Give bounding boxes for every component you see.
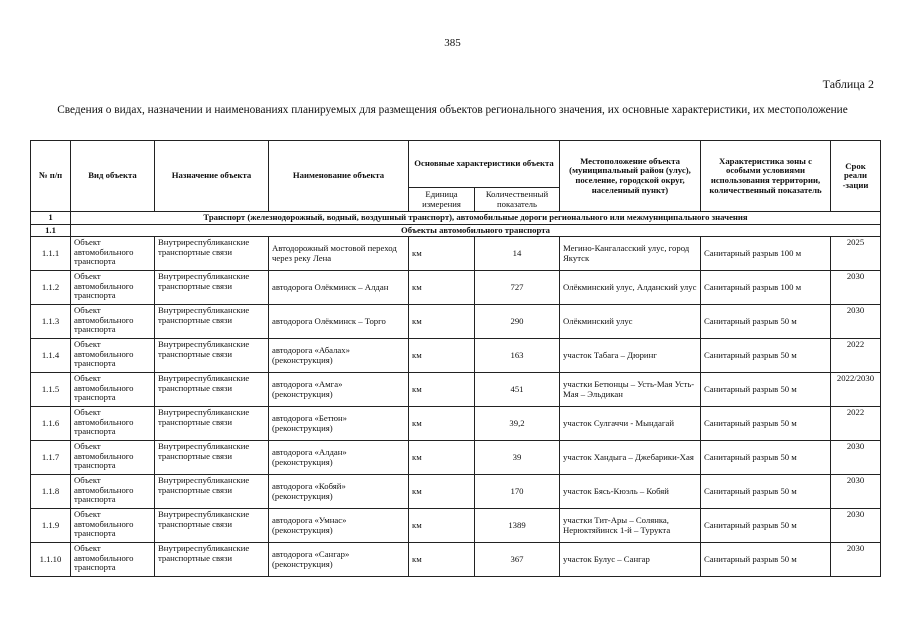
- cell-kind: Объект автомобильного транспорта: [71, 237, 155, 271]
- cell-location: участок Бясь-Кюэль – Кобяй: [560, 475, 701, 509]
- cell-name: Автодорожный мостовой переход через реку Лена: [269, 237, 409, 271]
- cell-name: автодорога «Амга» (реконструкция): [269, 373, 409, 407]
- table-row: [31, 407, 881, 441]
- cell-kind: Объект автомобильного транспорта: [71, 475, 155, 509]
- cell-term: 2025: [831, 237, 881, 271]
- objects-table: [30, 140, 881, 577]
- cell-purpose: Внутриреспубликанские транспортные связи: [155, 237, 269, 271]
- cell-kind: Объект автомобильного транспорта: [71, 373, 155, 407]
- table-header: [31, 141, 881, 212]
- cell-kind: Объект автомобильного транспорта: [71, 339, 155, 373]
- document-heading: Сведения о видах, назначении и наименованиях планируемых для размещения объектов регионального значения, их основные характеристики, их местоположение: [57, 104, 848, 116]
- table-row: [31, 543, 881, 577]
- cell-num: 1.1.3: [31, 305, 71, 339]
- cell-location: Олёкминский улус, Алданский улус: [560, 271, 701, 305]
- section-title: Транспорт (железнодорожный, водный, воздушный транспорт), автомобильные дороги регионального или межмуниципального значения: [71, 212, 881, 225]
- header-unit: Единица измерения: [409, 188, 475, 212]
- cell-kind: Объект автомобильного транспорта: [71, 407, 155, 441]
- cell-zone: Санитарный разрыв 50 м: [701, 305, 831, 339]
- cell-purpose: Внутриреспубликанские транспортные связи: [155, 407, 269, 441]
- table-caption: Таблица 2: [822, 77, 874, 91]
- cell-location: участок Булус – Сангар: [560, 543, 701, 577]
- cell-purpose: Внутриреспубликанские транспортные связи: [155, 441, 269, 475]
- table-row: [31, 339, 881, 373]
- header-num: № п/п: [31, 141, 71, 212]
- cell-name: автодорога «Умнас» (реконструкция): [269, 509, 409, 543]
- cell-purpose: Внутриреспубликанские транспортные связи: [155, 305, 269, 339]
- subsection-num: 1.1: [31, 224, 71, 237]
- table-row: [31, 509, 881, 543]
- cell-zone: Санитарный разрыв 50 м: [701, 543, 831, 577]
- header-name: Наименование объекта: [269, 141, 409, 212]
- cell-kind: Объект автомобильного транспорта: [71, 305, 155, 339]
- header-purpose: Назначение объекта: [155, 141, 269, 212]
- cell-name: автодорога «Сангар» (реконструкция): [269, 543, 409, 577]
- cell-term: 2022: [831, 407, 881, 441]
- cell-quantity: 163: [475, 339, 560, 373]
- header-quantity: Количественный показатель: [475, 188, 560, 212]
- cell-location: Олёкминский улус: [560, 305, 701, 339]
- cell-unit: км: [409, 509, 475, 543]
- table-row: [31, 305, 881, 339]
- cell-unit: км: [409, 237, 475, 271]
- cell-term: 2030: [831, 305, 881, 339]
- cell-unit: км: [409, 543, 475, 577]
- cell-quantity: 290: [475, 305, 560, 339]
- cell-unit: км: [409, 305, 475, 339]
- cell-kind: Объект автомобильного транспорта: [71, 543, 155, 577]
- cell-num: 1.1.8: [31, 475, 71, 509]
- cell-location: участок Хандыга – Джебарики-Хая: [560, 441, 701, 475]
- page-number: 385: [444, 37, 461, 49]
- cell-term: 2022: [831, 339, 881, 373]
- cell-name: автодорога Олёкминск – Алдан: [269, 271, 409, 305]
- cell-num: 1.1.10: [31, 543, 71, 577]
- cell-num: 1.1.2: [31, 271, 71, 305]
- cell-quantity: 367: [475, 543, 560, 577]
- table-row: [31, 271, 881, 305]
- cell-term: 2022/2030: [831, 373, 881, 407]
- cell-purpose: Внутриреспубликанские транспортные связи: [155, 373, 269, 407]
- cell-location: участок Табага – Дюринг: [560, 339, 701, 373]
- cell-term: 2030: [831, 543, 881, 577]
- cell-quantity: 1389: [475, 509, 560, 543]
- cell-name: автодорога «Бетюн» (реконструкция): [269, 407, 409, 441]
- cell-num: 1.1.1: [31, 237, 71, 271]
- cell-unit: км: [409, 373, 475, 407]
- cell-quantity: 170: [475, 475, 560, 509]
- cell-name: автодорога «Кобяй» (реконструкция): [269, 475, 409, 509]
- header-zone: Характеристика зоны с особыми условиями использования территории, количественный показатель: [701, 141, 831, 212]
- cell-location: участки Тит-Ары – Солянка, Нерюктяйинск 1-й – Турукта: [560, 509, 701, 543]
- cell-name: автодорога «Алдан» (реконструкция): [269, 441, 409, 475]
- cell-unit: км: [409, 339, 475, 373]
- cell-term: 2030: [831, 271, 881, 305]
- cell-name: автодорога Олёкминск – Торго: [269, 305, 409, 339]
- cell-unit: км: [409, 475, 475, 509]
- cell-purpose: Внутриреспубликанские транспортные связи: [155, 475, 269, 509]
- table-row: [31, 441, 881, 475]
- cell-purpose: Внутриреспубликанские транспортные связи: [155, 509, 269, 543]
- cell-kind: Объект автомобильного транспорта: [71, 271, 155, 305]
- header-main-characteristics: Основные характеристики объекта: [409, 141, 560, 188]
- cell-purpose: Внутриреспубликанские транспортные связи: [155, 271, 269, 305]
- cell-num: 1.1.9: [31, 509, 71, 543]
- cell-quantity: 727: [475, 271, 560, 305]
- cell-quantity: 451: [475, 373, 560, 407]
- subsection-title: Объекты автомобильного транспорта: [71, 224, 881, 237]
- header-term: Срок реали -зации: [831, 141, 881, 212]
- cell-num: 1.1.6: [31, 407, 71, 441]
- table-row: [31, 237, 881, 271]
- cell-unit: км: [409, 407, 475, 441]
- cell-zone: Санитарный разрыв 50 м: [701, 441, 831, 475]
- section-row: [31, 212, 881, 225]
- section-num: 1: [31, 212, 71, 225]
- cell-zone: Санитарный разрыв 50 м: [701, 407, 831, 441]
- header-kind: Вид объекта: [71, 141, 155, 212]
- cell-quantity: 14: [475, 237, 560, 271]
- cell-num: 1.1.4: [31, 339, 71, 373]
- cell-purpose: Внутриреспубликанские транспортные связи: [155, 543, 269, 577]
- cell-quantity: 39,2: [475, 407, 560, 441]
- cell-zone: Санитарный разрыв 100 м: [701, 237, 831, 271]
- cell-kind: Объект автомобильного транспорта: [71, 441, 155, 475]
- table-body: [31, 212, 881, 577]
- cell-zone: Санитарный разрыв 50 м: [701, 373, 831, 407]
- cell-zone: Санитарный разрыв 100 м: [701, 271, 831, 305]
- cell-location: участки Бетюнцы – Усть-Мая Усть-Мая – Эльдикан: [560, 373, 701, 407]
- cell-zone: Санитарный разрыв 50 м: [701, 339, 831, 373]
- cell-term: 2030: [831, 509, 881, 543]
- header-location: Местоположение объекта (муниципальный район (улус), поселение, городской округ, населенный пункт): [560, 141, 701, 212]
- cell-location: участок Сулгаччи - Мындагай: [560, 407, 701, 441]
- cell-name: автодорога «Абалах» (реконструкция): [269, 339, 409, 373]
- table-row: [31, 373, 881, 407]
- cell-term: 2030: [831, 475, 881, 509]
- cell-kind: Объект автомобильного транспорта: [71, 509, 155, 543]
- cell-unit: км: [409, 271, 475, 305]
- cell-unit: км: [409, 441, 475, 475]
- subsection-row: [31, 224, 881, 237]
- cell-purpose: Внутриреспубликанские транспортные связи: [155, 339, 269, 373]
- cell-quantity: 39: [475, 441, 560, 475]
- cell-zone: Санитарный разрыв 50 м: [701, 509, 831, 543]
- cell-location: Мегино-Кангаласский улус, город Якутск: [560, 237, 701, 271]
- cell-zone: Санитарный разрыв 50 м: [701, 475, 831, 509]
- cell-num: 1.1.7: [31, 441, 71, 475]
- cell-term: 2030: [831, 441, 881, 475]
- table-row: [31, 475, 881, 509]
- cell-num: 1.1.5: [31, 373, 71, 407]
